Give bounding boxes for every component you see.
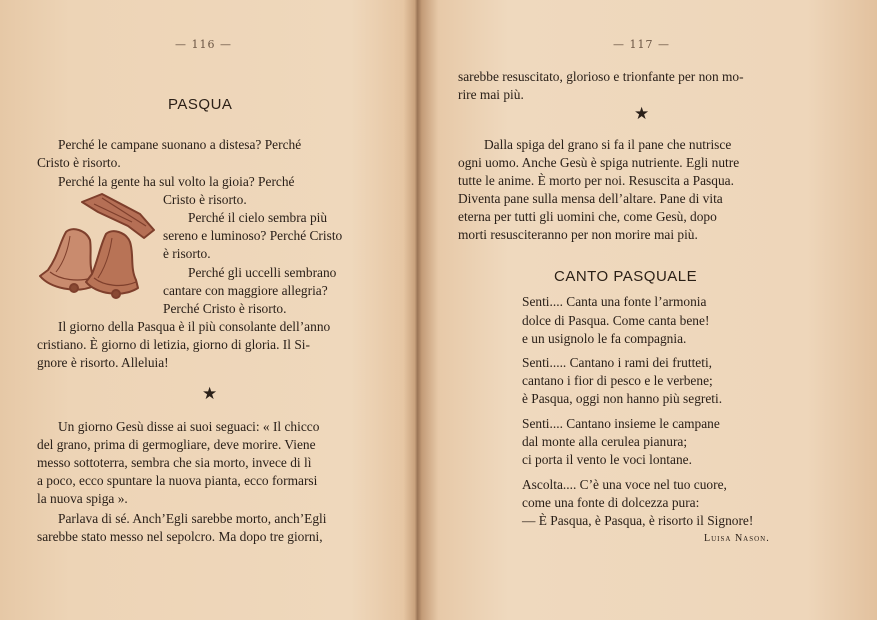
separator-star: ★: [634, 104, 650, 124]
text-line: gnore è risorto. Alleluia!: [37, 355, 169, 370]
text-line: Cristo è risorto.: [163, 192, 247, 207]
text-line: Perché la gente ha sul volto la gioia? Perché: [58, 174, 295, 189]
text-line: Parlava di sé. Anch’Egli sarebbe morto, anch’Egli: [58, 511, 327, 526]
poem-line: cantano i fior di pesco e le verbene;: [522, 373, 713, 388]
poem-line: — È Pasqua, è Pasqua, è risorto il Signore!: [522, 513, 754, 528]
left-page: [0, 0, 414, 620]
text-line: eterna per tutti gli uomini che, come Gesù, dopo: [458, 209, 717, 224]
poem-line: Senti.... Canta una fonte l’armonia: [522, 294, 707, 309]
text-line: cristiano. È giorno di letizia, giorno di gloria. Il Si-: [37, 337, 310, 352]
text-line: Dalla spiga del grano si fa il pane che nutrisce: [484, 137, 732, 152]
bells-illustration: [36, 190, 158, 306]
text-line: a poco, ecco spuntare la nuova pianta, ecco formarsi: [37, 473, 318, 488]
text-line: è risorto.: [163, 246, 211, 261]
text-line: Cristo è risorto.: [37, 155, 121, 170]
text-line: sarebbe resuscitato, glorioso e trionfante per non mo-: [458, 69, 744, 84]
page-title: PASQUA: [168, 96, 233, 113]
poem-line: ci porta il vento le voci lontane.: [522, 452, 692, 467]
text-line: sereno e luminoso? Perché Cristo: [163, 228, 343, 243]
poem-line: e un usignolo le fa compagnia.: [522, 331, 687, 346]
poem-line: dal monte alla cerulea pianura;: [522, 434, 688, 449]
poem-line: come una fonte di dolcezza pura:: [522, 495, 700, 510]
text-line: cantare con maggiore allegria?: [163, 283, 328, 298]
text-line: Perché gli uccelli sembrano: [188, 265, 337, 280]
text-line: Diventa pane sulla mensa dell’altare. Pane di vita: [458, 191, 723, 206]
page-number-right: — 117 —: [613, 38, 670, 51]
poem-line: Ascolta.... C’è una voce nel tuo cuore,: [522, 477, 727, 492]
right-page: [418, 0, 877, 620]
text-line: del grano, prima di germogliare, deve morire. Viene: [37, 437, 316, 452]
poem-line: dolce di Pasqua. Come canta bene!: [522, 313, 710, 328]
text-line: la nuova spiga ».: [37, 491, 128, 506]
poem-line: Senti.... Cantano insieme le campane: [522, 416, 720, 431]
text-line: messo sottoterra, sembra che sia morto, invece di lì: [37, 455, 312, 470]
separator-star: ★: [202, 384, 218, 404]
text-line: Perché Cristo è risorto.: [163, 301, 287, 316]
text-line: tutte le anime. È morto per noi. Resuscita a Pasqua.: [458, 173, 734, 188]
poem-line: Senti..... Cantano i rami dei frutteti,: [522, 355, 713, 370]
poem-title: CANTO PASQUALE: [554, 268, 698, 285]
text-line: morti resusciteranno per non morire mai più.: [458, 227, 698, 242]
text-line: Perché le campane suonano a distesa? Perché: [58, 137, 302, 152]
page-number-left: — 116 —: [175, 38, 232, 51]
text-line: rire mai più.: [458, 87, 524, 102]
text-line: Il giorno della Pasqua è il più consolante dell’anno: [58, 319, 331, 334]
text-line: Un giorno Gesù disse ai suoi seguaci: « Il chicco: [58, 419, 320, 434]
poem-line: è Pasqua, oggi non hanno più segreti.: [522, 391, 723, 406]
text-line: ogni uomo. Anche Gesù è spiga nutriente. Egli nutre: [458, 155, 740, 170]
text-line: Perché il cielo sembra più: [188, 210, 328, 225]
poem-author: Luisa Nason.: [704, 533, 770, 544]
text-line: sarebbe stato messo nel sepolcro. Ma dopo tre giorni,: [37, 529, 323, 544]
